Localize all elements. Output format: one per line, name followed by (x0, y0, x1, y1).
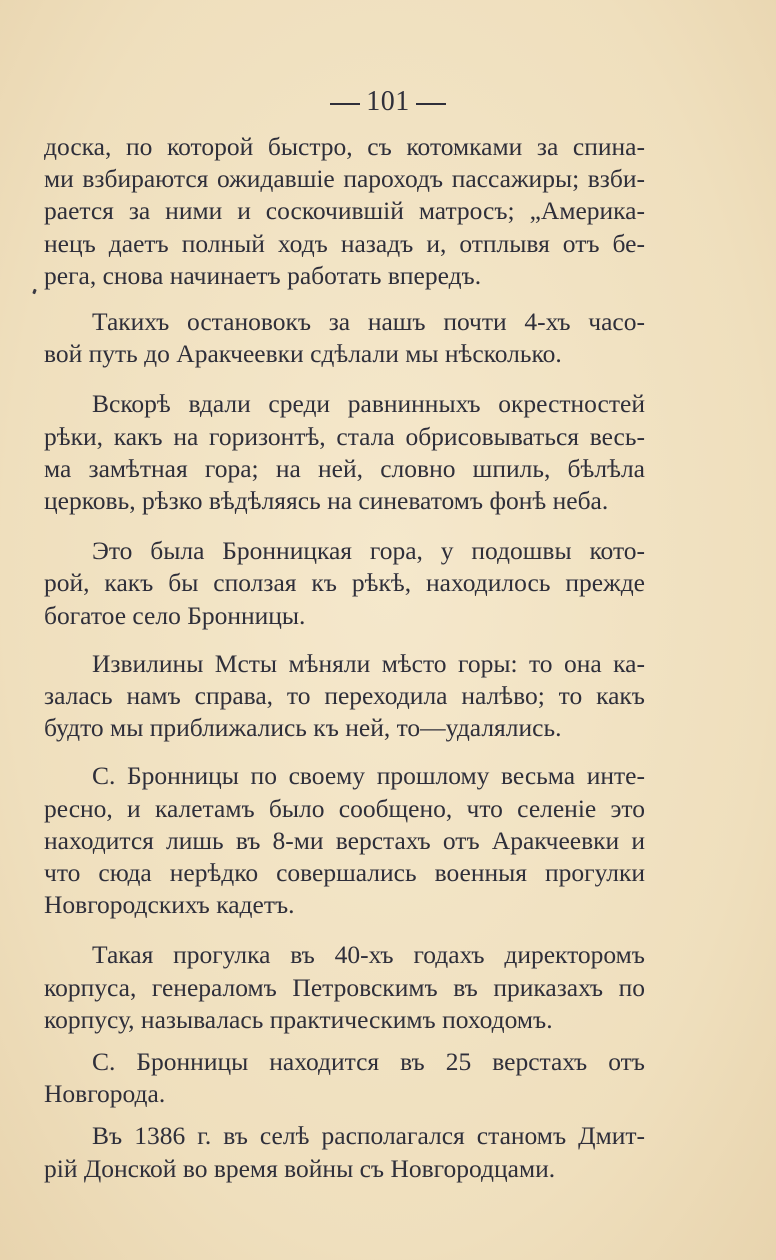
paragraph (44, 306, 645, 370)
text-line: церковь, рѣзко вѣдѣляясь на синеватомъ фонѣ неба. (44, 486, 609, 516)
text-line: ми взбираются ожидавшіе пароходъ пассажиры; взби- (44, 164, 645, 194)
text-line: рега, снова начинаетъ работать впередъ. (44, 260, 482, 290)
text-line: Такихъ остановокъ за нашъ почти 4-хъ часо- (92, 307, 645, 337)
text-line: что сюда нерѣдко совершались военныя прогулки (44, 858, 645, 888)
paragraph (44, 648, 645, 745)
text-line: находится лишь въ 8-ми верстахъ отъ Аракчеевки и (44, 825, 645, 855)
paragraph (44, 760, 645, 921)
text-line: Новгородскихъ кадетъ. (44, 890, 295, 920)
text-line: Вскорѣ вдали среди равнинныхъ окрестностей (92, 389, 645, 419)
text-line: С. Бронницы находится въ 25 верстахъ отъ (92, 1047, 645, 1077)
paragraph (44, 1046, 645, 1110)
text-line: Новгорода. (44, 1079, 166, 1109)
paragraph (44, 1120, 645, 1184)
paragraph (44, 388, 645, 517)
page-number-value: 101 (366, 86, 410, 117)
page-number (0, 86, 776, 118)
text-line: С. Бронницы по своему прошлому весьма инте- (92, 761, 645, 791)
text-line: богатое село Бронницы. (44, 600, 306, 630)
text-line: залась намъ справа, то переходила налѣво; то какъ (44, 681, 645, 711)
paragraph (44, 131, 645, 292)
text-line: ресно, и калетамъ было сообщено, что селеніе это (44, 793, 645, 823)
text-line: вой путь до Аракчеевки сдѣлали мы нѣсколько. (44, 339, 562, 369)
paragraph (44, 939, 645, 1036)
left-dash (330, 103, 360, 105)
text-line: корпуса, генераломъ Петровскимъ въ приказахъ по (44, 972, 645, 1002)
text-line: ма замѣтная гора; на ней, словно шпиль, бѣлѣла (44, 453, 645, 483)
text-line: Въ 1386 г. въ селѣ располагался станомъ Дмит- (92, 1121, 645, 1151)
text-line: рій Донской во время войны съ Новгородцами. (44, 1153, 556, 1183)
text-line: будто мы приближались къ ней, то—удалялись. (44, 713, 562, 743)
right-dash (416, 103, 446, 105)
text-line: Такая прогулка въ 40-хъ годахъ директоромъ (92, 940, 645, 970)
text-line: Извилины Мсты мѣняли мѣсто горы: то она ка- (92, 648, 645, 678)
text-line: Это была Бронницкая гора, у подошвы кото- (92, 536, 645, 566)
page-text (44, 131, 645, 1195)
text-line: нецъ даетъ полный ходъ назадъ и, отплывя отъ бе- (44, 228, 645, 258)
paragraph (44, 535, 645, 632)
ink-speck (32, 289, 37, 295)
text-line: рается за ними и соскочившій матросъ; „Америка- (44, 196, 645, 226)
text-line: рѣки, какъ на горизонтѣ, стала обрисовываться весь- (44, 421, 645, 451)
text-line: рой, какъ бы сползая къ рѣкѣ, находилось прежде (44, 568, 645, 598)
text-line: доска, по которой быстро, съ котомками за спина- (44, 132, 645, 161)
text-line: корпусу, называлась практическимъ походомъ. (44, 1004, 553, 1034)
